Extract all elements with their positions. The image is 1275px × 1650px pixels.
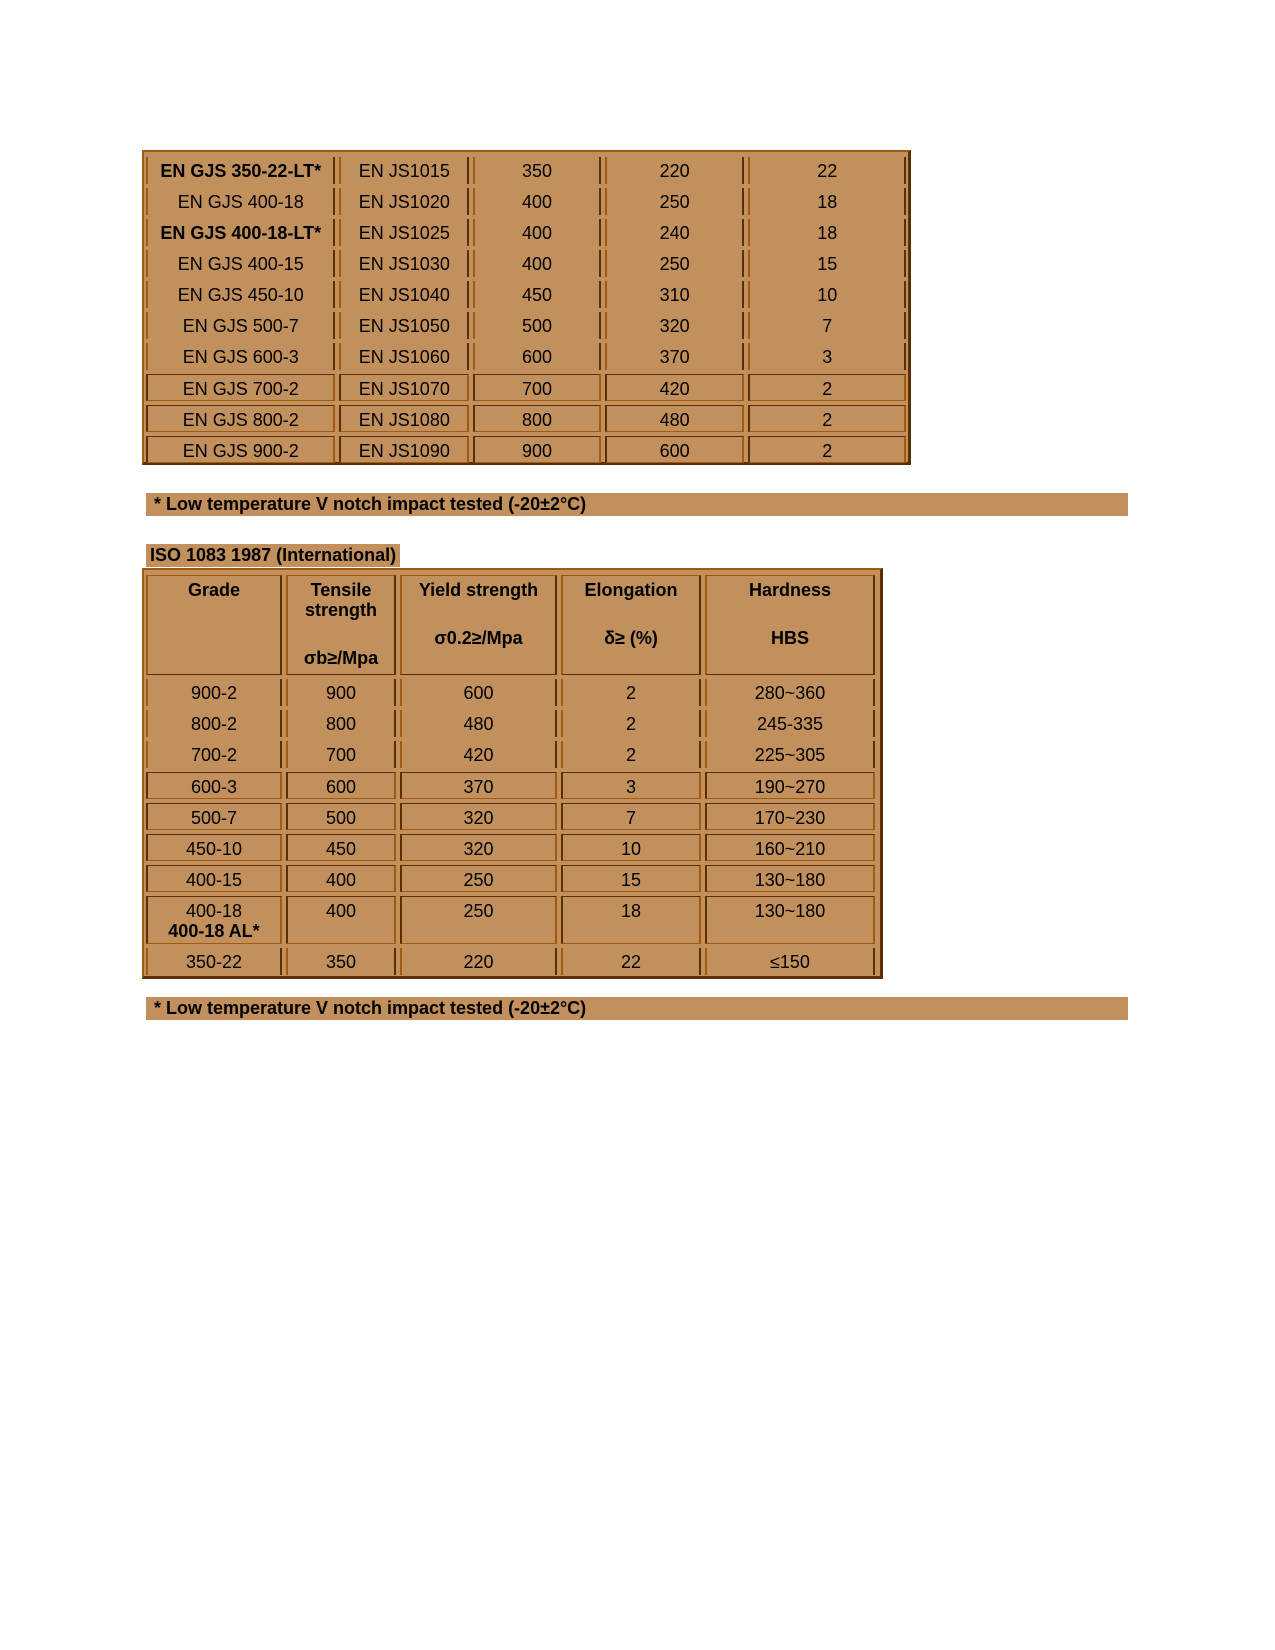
grade-cell: 700-2 [146,741,282,768]
elongation-cell: 18 [748,188,906,215]
hardness-cell: 130~180 [705,865,875,892]
yield-cell: 250 [605,250,745,277]
elongation-cell: 22 [748,157,906,184]
tensile-cell: 350 [286,948,396,975]
yield-cell: 600 [400,679,557,706]
tensile-cell: 500 [286,803,396,830]
header-yield-title: Yield strength [418,580,539,600]
yield-cell: 320 [605,312,745,339]
yield-cell: 220 [400,948,557,975]
elongation-cell: 15 [748,250,906,277]
tensile-cell: 400 [286,865,396,892]
grade-cell: 500-7 [146,803,282,830]
table-row [144,434,908,465]
elongation-cell: 18 [748,219,906,246]
hardness-cell: 225~305 [705,741,875,768]
header-hardness-unit: HBS [770,628,809,648]
table-row [144,403,908,434]
table-row [144,372,908,403]
grade-cell: 800-2 [146,710,282,737]
grade-cell: EN GJS 450-10 [146,281,335,308]
table-row [144,341,908,372]
elongation-cell: 2 [561,679,701,706]
table-row [144,894,880,946]
code-cell: EN JS1030 [339,250,469,277]
iso-table-caption: ISO 1083 1987 (International) [146,544,400,567]
table-row [144,310,908,341]
grade-cell: EN GJS 700-2 [146,374,335,401]
table-row [144,946,880,977]
tensile-cell: 800 [286,710,396,737]
table-row [144,739,880,770]
elongation-cell: 10 [748,281,906,308]
yield-cell: 250 [400,865,557,892]
yield-cell: 600 [605,436,745,463]
table-header-row [144,573,880,677]
yield-cell: 250 [400,896,557,944]
code-cell: EN JS1070 [339,374,469,401]
yield-cell: 240 [605,219,745,246]
grade-label-al: 400-18 AL* [168,921,260,941]
en-grades-table [142,150,911,465]
elongation-cell: 2 [748,436,906,463]
header-grade [146,575,282,675]
yield-cell: 370 [400,772,557,799]
header-tensile-title: Tensile strength [305,580,377,620]
header-tensile-unit: σb≥/Mpa [303,648,379,668]
yield-cell: 320 [400,834,557,861]
yield-cell: 480 [400,710,557,737]
elongation-cell: 2 [561,741,701,768]
grade-cell: EN GJS 400-18 [146,188,335,215]
header-yield [400,575,557,675]
elongation-cell: 15 [561,865,701,892]
header-elongation-title: Elongation [584,580,678,600]
grade-cell: 400-15 [146,865,282,892]
table-row [144,248,908,279]
elongation-cell: 7 [561,803,701,830]
yield-cell: 320 [400,803,557,830]
hardness-cell: 190~270 [705,772,875,799]
yield-cell: 480 [605,405,745,432]
tensile-cell: 450 [473,281,601,308]
grade-cell: EN GJS 500-7 [146,312,335,339]
hardness-cell: 160~210 [705,834,875,861]
elongation-cell: 3 [748,343,906,370]
elongation-cell: 18 [561,896,701,944]
tensile-cell: 900 [473,436,601,463]
iso-grades-table [142,568,883,979]
yield-cell: 250 [605,188,745,215]
code-cell: EN JS1060 [339,343,469,370]
hardness-cell: 170~230 [705,803,875,830]
grade-cell: 450-10 [146,834,282,861]
table-row [144,217,908,248]
header-hardness-title: Hardness [748,580,832,600]
code-cell: EN JS1015 [339,157,469,184]
yield-cell: 310 [605,281,745,308]
tensile-cell: 400 [473,188,601,215]
header-elongation [561,575,701,675]
table-row [144,155,908,186]
grade-cell: EN GJS 900-2 [146,436,335,463]
yield-cell: 420 [605,374,745,401]
header-grade-label: Grade [187,580,241,600]
grade-cell: 600-3 [146,772,282,799]
footnote-low-temperature-2: * Low temperature V notch impact tested (-20±2°C) [146,997,1128,1020]
code-cell: EN JS1050 [339,312,469,339]
table-row [144,708,880,739]
footnote-low-temperature: * Low temperature V notch impact tested (-20±2°C) [146,493,1128,516]
grade-cell: EN GJS 350-22-LT* [146,157,335,184]
table-row [144,801,880,832]
grade-cell: 350-22 [146,948,282,975]
table-row [144,770,880,801]
tensile-cell: 500 [473,312,601,339]
code-cell: EN JS1040 [339,281,469,308]
tensile-cell: 700 [473,374,601,401]
grade-cell: 900-2 [146,679,282,706]
tensile-cell: 350 [473,157,601,184]
tensile-cell: 900 [286,679,396,706]
grade-cell [146,896,282,944]
grade-cell: EN GJS 600-3 [146,343,335,370]
tensile-cell: 800 [473,405,601,432]
yield-cell: 220 [605,157,745,184]
tensile-cell: 600 [473,343,601,370]
yield-cell: 420 [400,741,557,768]
table-row [144,832,880,863]
elongation-cell: 2 [748,374,906,401]
header-hardness [705,575,875,675]
hardness-cell: 245-335 [705,710,875,737]
elongation-cell: 3 [561,772,701,799]
tensile-cell: 600 [286,772,396,799]
elongation-cell: 22 [561,948,701,975]
table-row [144,279,908,310]
grade-cell: EN GJS 400-18-LT* [146,219,335,246]
table-row [144,186,908,217]
elongation-cell: 10 [561,834,701,861]
tensile-cell: 400 [286,896,396,944]
hardness-cell: 280~360 [705,679,875,706]
tensile-cell: 450 [286,834,396,861]
tensile-cell: 400 [473,250,601,277]
table-row [144,677,880,708]
tensile-cell: 400 [473,219,601,246]
header-elongation-unit: δ≥ (%) [604,628,658,648]
grade-cell: EN GJS 800-2 [146,405,335,432]
tensile-cell: 700 [286,741,396,768]
code-cell: EN JS1090 [339,436,469,463]
grade-label: 400-18 [185,901,243,921]
hardness-cell: 130~180 [705,896,875,944]
table-row [144,863,880,894]
header-yield-unit: σ0.2≥/Mpa [434,628,523,648]
code-cell: EN JS1080 [339,405,469,432]
code-cell: EN JS1020 [339,188,469,215]
header-tensile [286,575,396,675]
grade-cell: EN GJS 400-15 [146,250,335,277]
hardness-cell: ≤150 [705,948,875,975]
elongation-cell: 7 [748,312,906,339]
elongation-cell: 2 [748,405,906,432]
elongation-cell: 2 [561,710,701,737]
yield-cell: 370 [605,343,745,370]
code-cell: EN JS1025 [339,219,469,246]
